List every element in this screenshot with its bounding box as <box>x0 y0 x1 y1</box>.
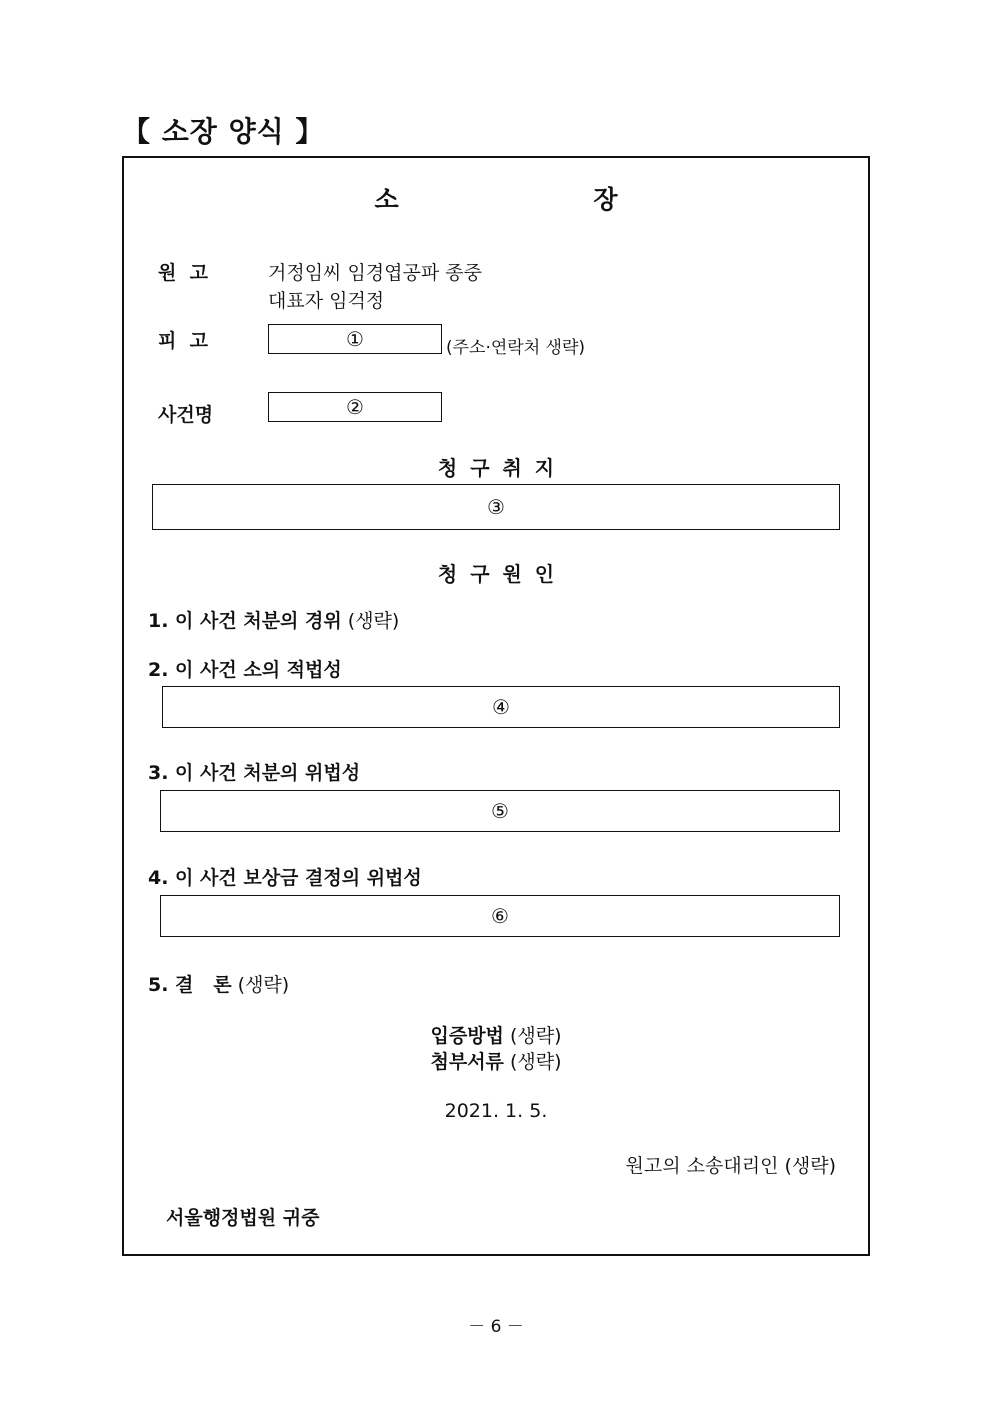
plaintiff-representative: 대표자 임걱정 <box>268 290 385 312</box>
page-number: － 6 － <box>468 1317 524 1337</box>
filing-date: 2021. 1. 5. <box>444 1100 548 1122</box>
cause-item-2-box: ④ <box>162 686 840 728</box>
cause-item-3 <box>148 758 360 785</box>
claim-purpose-box: ③ <box>152 484 840 530</box>
defendant-label: 피 고 <box>158 330 208 352</box>
attachments-label: 첨부서류 <box>430 1051 504 1073</box>
plaintiff-name: 거정임씨 임경엽공파 종중 <box>268 262 482 284</box>
cause-item-1-label: 1. 이 사건 처분의 경위 <box>148 610 342 632</box>
cause-item-4 <box>148 863 422 890</box>
claim-cause-title: 청 구 원 인 <box>437 562 555 586</box>
defendant-note: (주소·연락처 생략) <box>446 338 586 358</box>
document-title: 소 장 <box>374 185 618 214</box>
plaintiff-label: 원 고 <box>158 262 208 284</box>
cause-item-5-note: (생략) <box>237 974 290 996</box>
cause-item-1-note: (생략) <box>347 610 400 632</box>
cause-item-5 <box>148 970 289 997</box>
case-name-label: 사건명 <box>158 404 214 426</box>
evidence-note: (생략) <box>509 1025 562 1047</box>
attachments-note: (생략) <box>509 1051 562 1073</box>
claim-purpose-title: 청 구 취 지 <box>437 456 555 480</box>
cause-item-3-label: 3. 이 사건 처분의 위법성 <box>148 762 361 784</box>
cause-item-1 <box>148 606 399 633</box>
attachments-line <box>0 1047 992 1074</box>
cause-item-4-box: ⑥ <box>160 895 840 937</box>
cause-item-2 <box>148 655 342 682</box>
form-heading: 【 소장 양식 】 <box>122 115 325 148</box>
evidence-line <box>0 1021 992 1048</box>
cause-item-2-label: 2. 이 사건 소의 적법성 <box>148 659 342 681</box>
cause-item-3-box: ⑤ <box>160 790 840 832</box>
court-addressee: 서울행정법원 귀중 <box>166 1207 320 1229</box>
signature-line: 원고의 소송대리인 (생략) <box>625 1155 836 1177</box>
case-name-box: ② <box>268 392 442 422</box>
evidence-label: 입증방법 <box>430 1025 504 1047</box>
cause-item-4-label: 4. 이 사건 보상금 결정의 위법성 <box>148 867 422 889</box>
cause-item-5-label: 5. 결 론 <box>148 974 232 996</box>
defendant-box: ① <box>268 324 442 354</box>
